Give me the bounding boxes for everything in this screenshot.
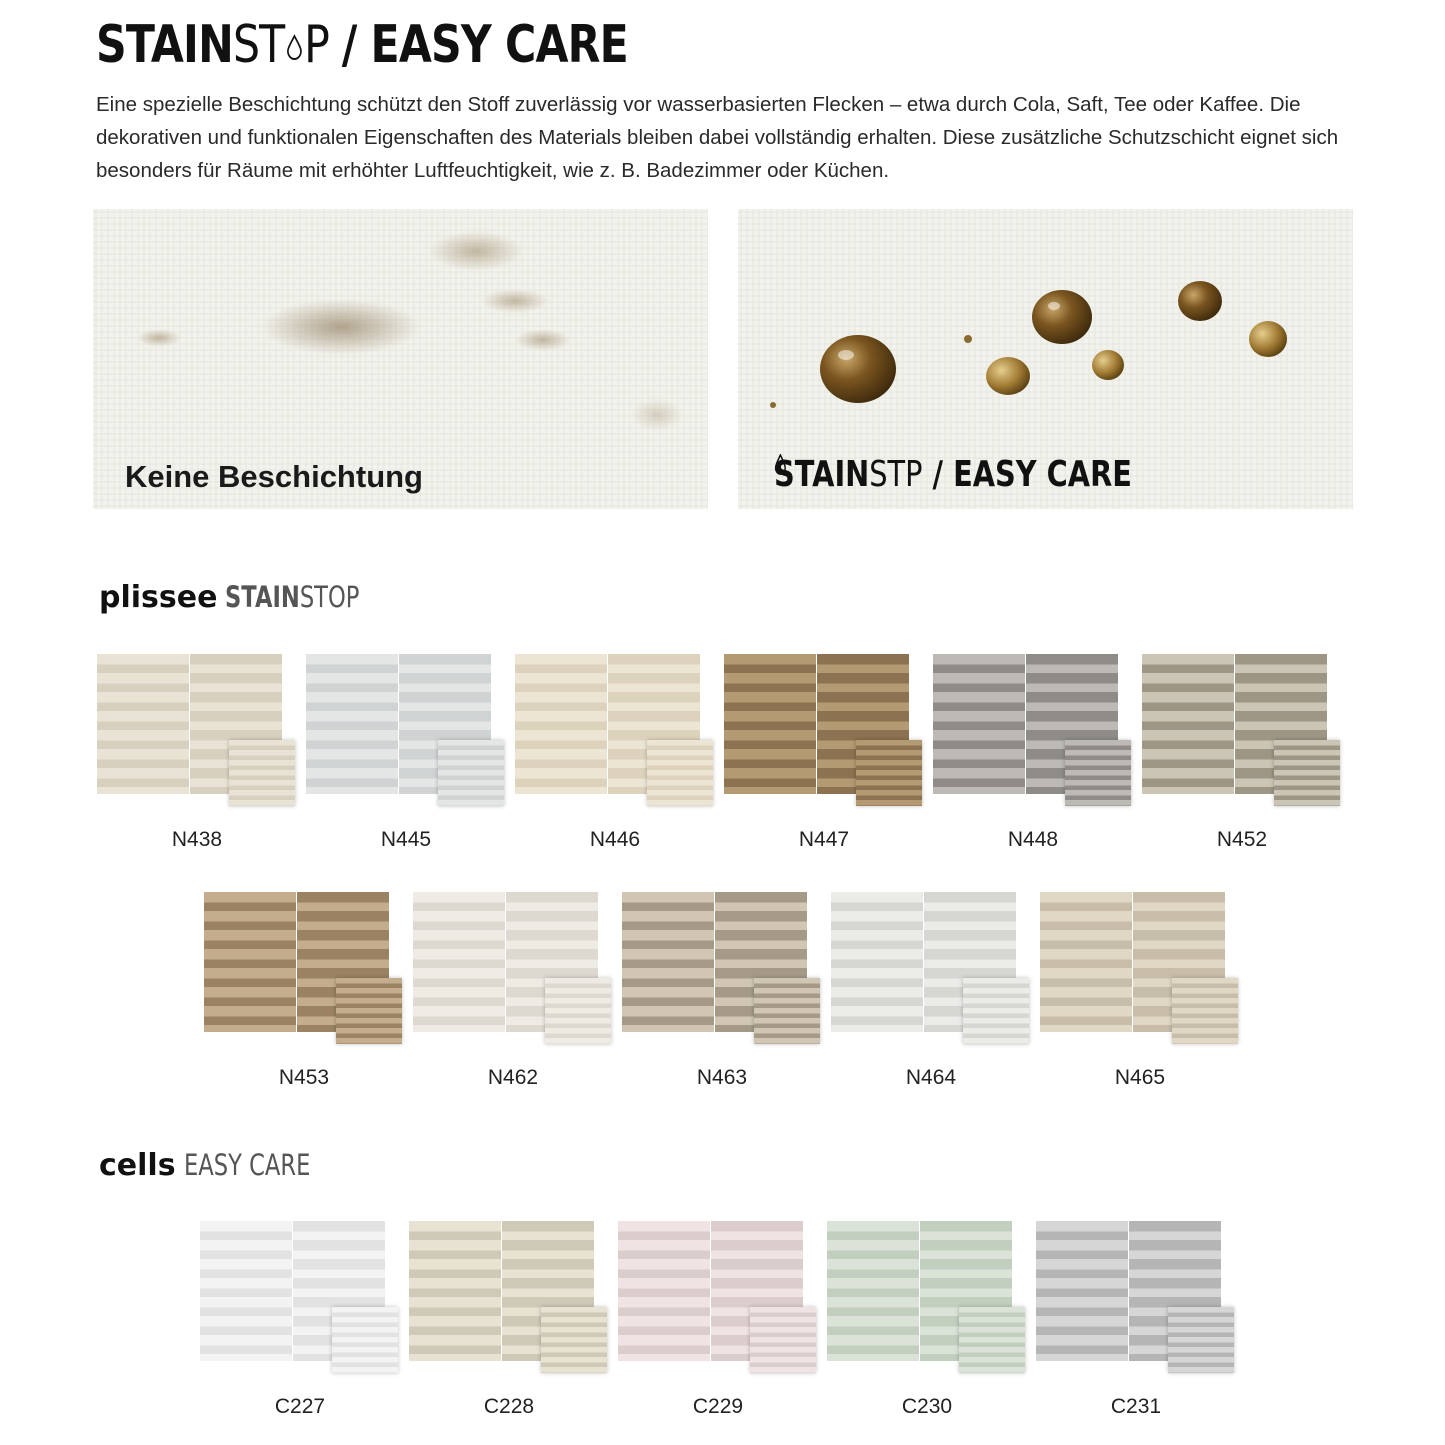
swatch-code: N438	[171, 828, 223, 851]
swatch-sample	[515, 654, 715, 806]
cells-logo: EASY CARE	[183, 1148, 310, 1182]
swatch-code: N464	[905, 1066, 957, 1089]
title-brand-suffix: / EASY CARE	[341, 15, 628, 75]
plissee-logo-bold: STAIN	[225, 580, 301, 614]
swatch-item[interactable]	[622, 892, 822, 1089]
swatch-code: N448	[1007, 828, 1059, 851]
cells-word: cells	[99, 1148, 176, 1183]
stainstop-caption	[774, 454, 1132, 495]
swatch-item[interactable]	[306, 654, 506, 851]
swatch-item[interactable]	[204, 892, 404, 1089]
plissee-heading	[99, 580, 398, 615]
swatch-code: N462	[487, 1066, 539, 1089]
intro-text: Eine spezielle Beschichtung schützt den Stoff zuverlässig vor wasserbasierten Flecken – etwa durch Cola, Saft, Tee oder Kaffee. Die dekorativen und funktionalen Eigenschaften des Materials bleiben dabei vollständig erhalten. Diese zusätzliche Schutzschicht eignet sich besonders für Räume mit erhöhter Luftfeuchtigkeit, wie z. B. Badezimmer oder Küchen.	[96, 93, 1339, 182]
plissee-logo-light: STOP	[300, 580, 360, 614]
swatch-code: C227	[274, 1395, 326, 1418]
swatch-sample	[1142, 654, 1342, 806]
title-brand-light-post: P	[304, 15, 329, 75]
swatch-item[interactable]	[933, 654, 1133, 851]
swatch-sample	[409, 1221, 609, 1373]
swatch-code: N447	[798, 828, 850, 851]
swatch-item[interactable]	[1036, 1221, 1236, 1418]
caption-brand-light-pre: ST	[869, 454, 906, 495]
swatch-code: N453	[278, 1066, 330, 1089]
photo-stainstop	[738, 209, 1353, 509]
swatch-code: C230	[901, 1395, 953, 1418]
plissee-word: plissee	[99, 580, 218, 615]
caption-brand-bold: STAIN	[774, 454, 870, 495]
swatch-sample	[831, 892, 1031, 1044]
caption-brand-light-post: P	[905, 454, 923, 495]
swatch-item[interactable]	[515, 654, 715, 851]
swatch-item[interactable]	[409, 1221, 609, 1418]
swatch-sample	[1040, 892, 1240, 1044]
photo-no-coating	[93, 209, 708, 509]
swatch-code: C228	[483, 1395, 535, 1418]
swatch-sample	[724, 654, 924, 806]
water-drop-icon	[774, 454, 787, 476]
swatch-item[interactable]	[1040, 892, 1240, 1089]
no-coating-caption: Keine Beschichtung	[125, 459, 423, 494]
swatch-code: N446	[589, 828, 641, 851]
swatch-code: N463	[696, 1066, 748, 1089]
plissee-logo	[225, 580, 359, 614]
title-brand-bold: STAIN	[96, 15, 233, 75]
swatch-code: N445	[380, 828, 432, 851]
cells-heading	[99, 1148, 346, 1183]
swatch-code: N465	[1114, 1066, 1166, 1089]
swatch-sample	[1036, 1221, 1236, 1373]
swatch-code: N452	[1216, 828, 1268, 851]
swatch-code: C229	[692, 1395, 744, 1418]
swatch-sample	[200, 1221, 400, 1373]
swatch-item[interactable]	[200, 1221, 400, 1418]
swatch-sample	[204, 892, 404, 1044]
swatch-item[interactable]	[724, 654, 924, 851]
water-drop-icon	[285, 34, 303, 60]
swatch-sample	[306, 654, 506, 806]
caption-brand-suffix: / EASY CARE	[922, 454, 1132, 495]
swatch-item[interactable]	[97, 654, 297, 851]
swatch-item[interactable]	[1142, 654, 1342, 851]
title-brand-light-pre: ST	[232, 15, 285, 75]
swatch-sample	[622, 892, 822, 1044]
swatch-sample	[618, 1221, 818, 1373]
swatch-sample	[97, 654, 297, 806]
swatch-sample	[413, 892, 613, 1044]
swatch-item[interactable]	[618, 1221, 818, 1418]
page-title	[96, 16, 628, 74]
swatch-sample	[933, 654, 1133, 806]
swatch-sample	[827, 1221, 1027, 1373]
swatch-item[interactable]	[413, 892, 613, 1089]
swatch-item[interactable]	[827, 1221, 1027, 1418]
swatch-item[interactable]	[831, 892, 1031, 1089]
swatch-code: C231	[1110, 1395, 1162, 1418]
